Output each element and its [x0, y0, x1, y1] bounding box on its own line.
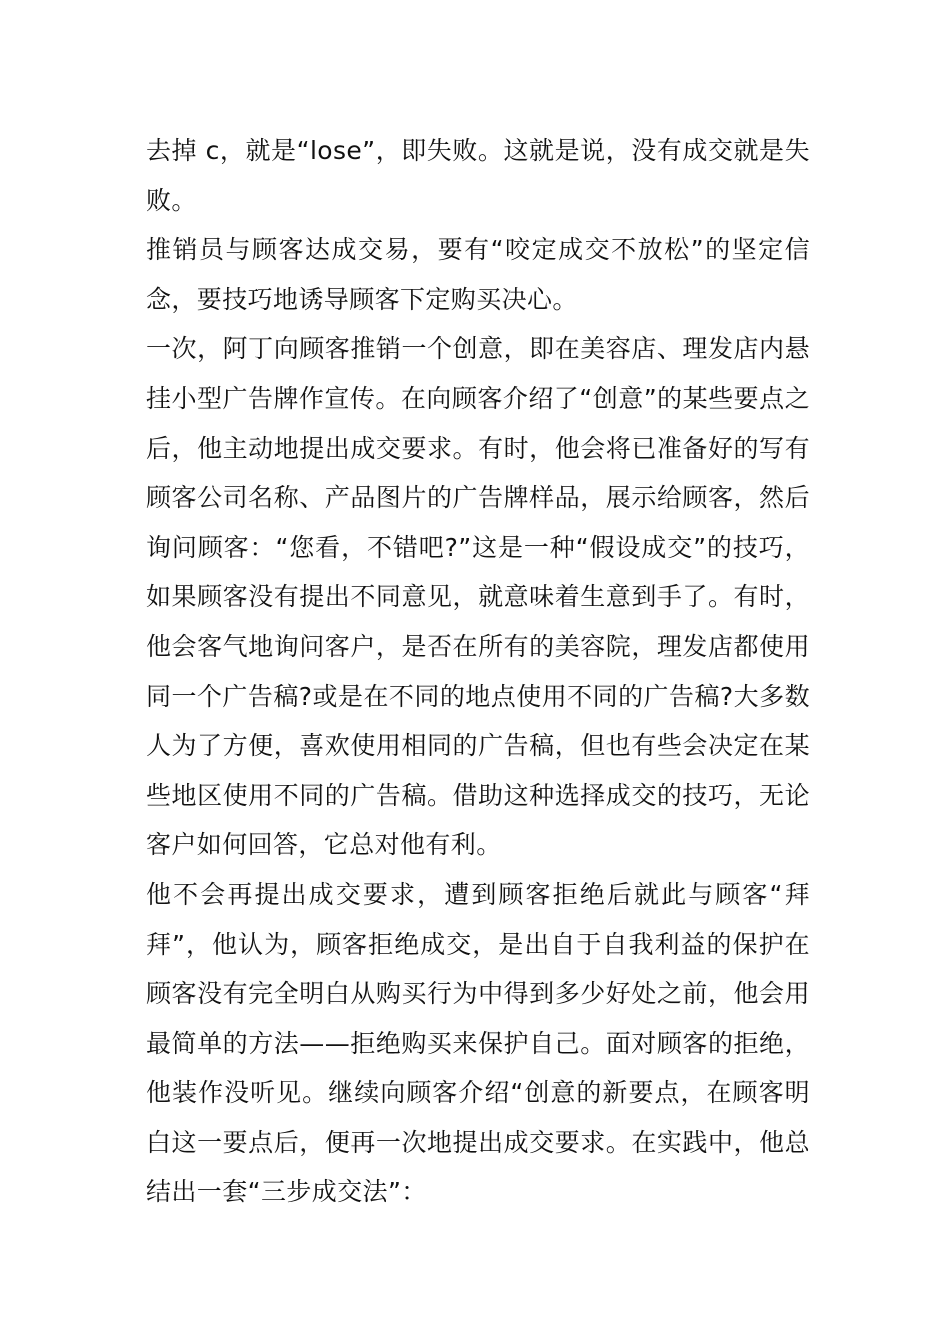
paragraph-conviction: 推销员与顾客达成交易，要有“咬定成交不放松”的坚定信念，要技巧地诱导顾客下定购买决心。 [146, 235, 810, 314]
paragraph-ading-example: 一次，阿丁向顾客推销一个创意，即在美容店、理发店内悬挂小型广告牌作宣传。在向顾客介绍了“创意”的某些要点之后，他主动地提出成交要求。有时，他会将已准备好的写有顾客公司名称、产品图片的广告牌样品，展示给顾客，然后询问顾客：“您看，不错吧?”这是一种“假设成交”的技巧，如果顾客没有提出不同意见，就意味着生意到手了。有时，他会客气地询问客户，是否在所有的美容院，理发店都使用同一个广告稿?或是在不同的地点使用不同的广告稿?大多数人为了方便，喜欢使用相同的广告稿，但也有些会决定在某些地区使用不同的广告稿。借助这种选择成交的技巧，无论客户如何回答，它总对他有利。 [146, 334, 810, 860]
body-text [146, 126, 810, 1217]
paragraph-lose: 去掉 c，就是“lose”，即失败。这就是说，没有成交就是失败。 [146, 136, 810, 215]
paragraph-rejection: 他不会再提出成交要求，遭到顾客拒绝后就此与顾客“拜拜”，他认为，顾客拒绝成交，是出自于自我利益的保护在顾客没有完全明白从购买行为中得到多少好处之前，他会用最简单的方法——拒绝购买来保护自己。面对顾客的拒绝，他装作没听见。继续向顾客介绍“创意的新要点，在顾客明白这一要点后，便再一次地提出成交要求。在实践中，他总结出一套“三步成交法”： [146, 879, 810, 1207]
